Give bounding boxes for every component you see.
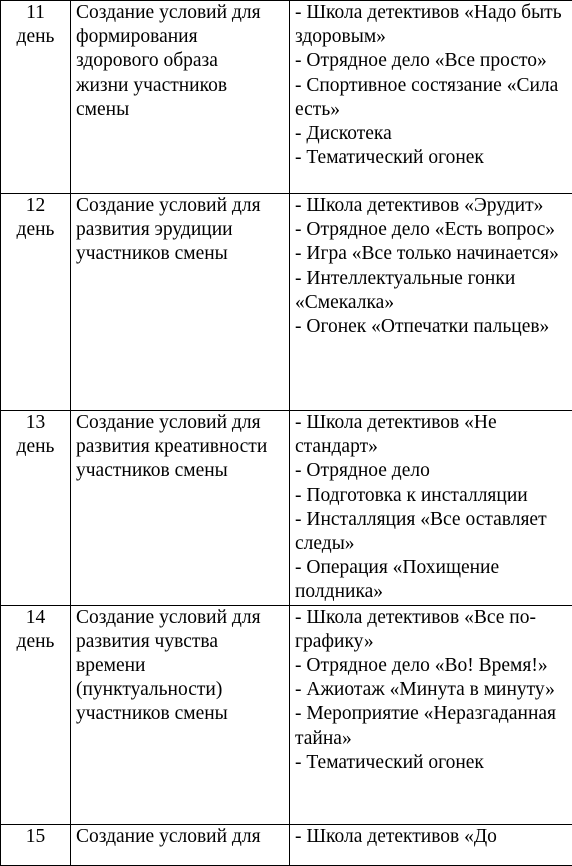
table-row	[1, 194, 572, 411]
goal-line: смены	[76, 98, 289, 122]
goal-line: развития эрудиции	[76, 218, 289, 242]
activity-item: - Огонек «Отпечатки пальцев»	[295, 315, 570, 339]
day-number: 12	[1, 194, 70, 218]
goal-cell	[71, 1, 290, 194]
table-row	[1, 605, 572, 824]
activity-item: - Инсталляция «Все оставляет следы»	[295, 508, 570, 556]
day-word: день	[1, 630, 70, 654]
goal-line: участников смены	[76, 459, 289, 483]
goal-line: (пунктуальности)	[76, 678, 289, 702]
goal-cell	[71, 605, 290, 824]
activity-item: - Тематический огонек	[295, 146, 570, 170]
day-cell	[1, 194, 71, 411]
activity-item: - Тематический огонек	[295, 751, 570, 775]
goal-cell	[71, 194, 290, 411]
activities-cell	[290, 1, 572, 194]
goal-line: Создание условий для	[76, 411, 289, 435]
goal-line: Создание условий для	[76, 1, 289, 25]
activity-item: - Интеллектуальные гонки «Смекалка»	[295, 267, 570, 315]
goal-cell	[71, 411, 290, 606]
activity-item: - Отрядное дело «Есть вопрос»	[295, 218, 570, 242]
day-word: день	[1, 218, 70, 242]
goal-line: времени	[76, 654, 289, 678]
activity-item: - Дискотека	[295, 122, 570, 146]
activity-item: - Школа детективов «Надо быть здоровым»	[295, 1, 570, 49]
activity-item: - Спортивное состязание «Сила есть»	[295, 74, 570, 122]
day-number: 11	[1, 1, 70, 25]
day-number: 15	[1, 825, 70, 849]
activity-item: - Школа детективов «Эрудит»	[295, 194, 570, 218]
goal-line: участников смены	[76, 242, 289, 266]
day-cell	[1, 605, 71, 824]
table-body	[1, 1, 572, 866]
goal-line: Создание условий для	[76, 606, 289, 630]
activity-item: - Школа детективов «До	[295, 825, 570, 849]
table-row	[1, 411, 572, 606]
activities-cell	[290, 824, 572, 865]
goal-line: здорового образа	[76, 49, 289, 73]
goal-line: развития креативности	[76, 435, 289, 459]
day-cell	[1, 1, 71, 194]
goal-line: формирования	[76, 25, 289, 49]
day-cell	[1, 824, 71, 865]
activity-item: - Мероприятие «Неразгаданная тайна»	[295, 702, 570, 750]
goal-line: жизни участников	[76, 74, 289, 98]
activity-item: - Операция «Похищение полдника»	[295, 556, 570, 604]
day-cell	[1, 411, 71, 606]
goal-line: Создание условий для	[76, 194, 289, 218]
activity-item: - Отрядное дело «Во! Время!»	[295, 654, 570, 678]
day-word: день	[1, 435, 70, 459]
activity-item: - Подготовка к инсталляции	[295, 484, 570, 508]
goal-cell	[71, 824, 290, 865]
activity-item: - Школа детективов «Не стандарт»	[295, 411, 570, 459]
table-row	[1, 824, 572, 865]
activity-item: - Отрядное дело	[295, 459, 570, 483]
day-word: день	[1, 25, 70, 49]
activity-item: - Ажиотаж «Минута в минуту»	[295, 678, 570, 702]
activities-cell	[290, 194, 572, 411]
table-row	[1, 1, 572, 194]
goal-line: Создание условий для	[76, 825, 289, 849]
goal-line: развития чувства	[76, 630, 289, 654]
day-number: 14	[1, 606, 70, 630]
activity-item: - Отрядное дело «Все просто»	[295, 49, 570, 73]
goal-line: участников смены	[76, 702, 289, 726]
activities-cell	[290, 605, 572, 824]
activities-cell	[290, 411, 572, 606]
activity-item: - Игра «Все только начинается»	[295, 242, 570, 266]
activity-item: - Школа детективов «Все по-графику»	[295, 606, 570, 654]
day-number: 13	[1, 411, 70, 435]
